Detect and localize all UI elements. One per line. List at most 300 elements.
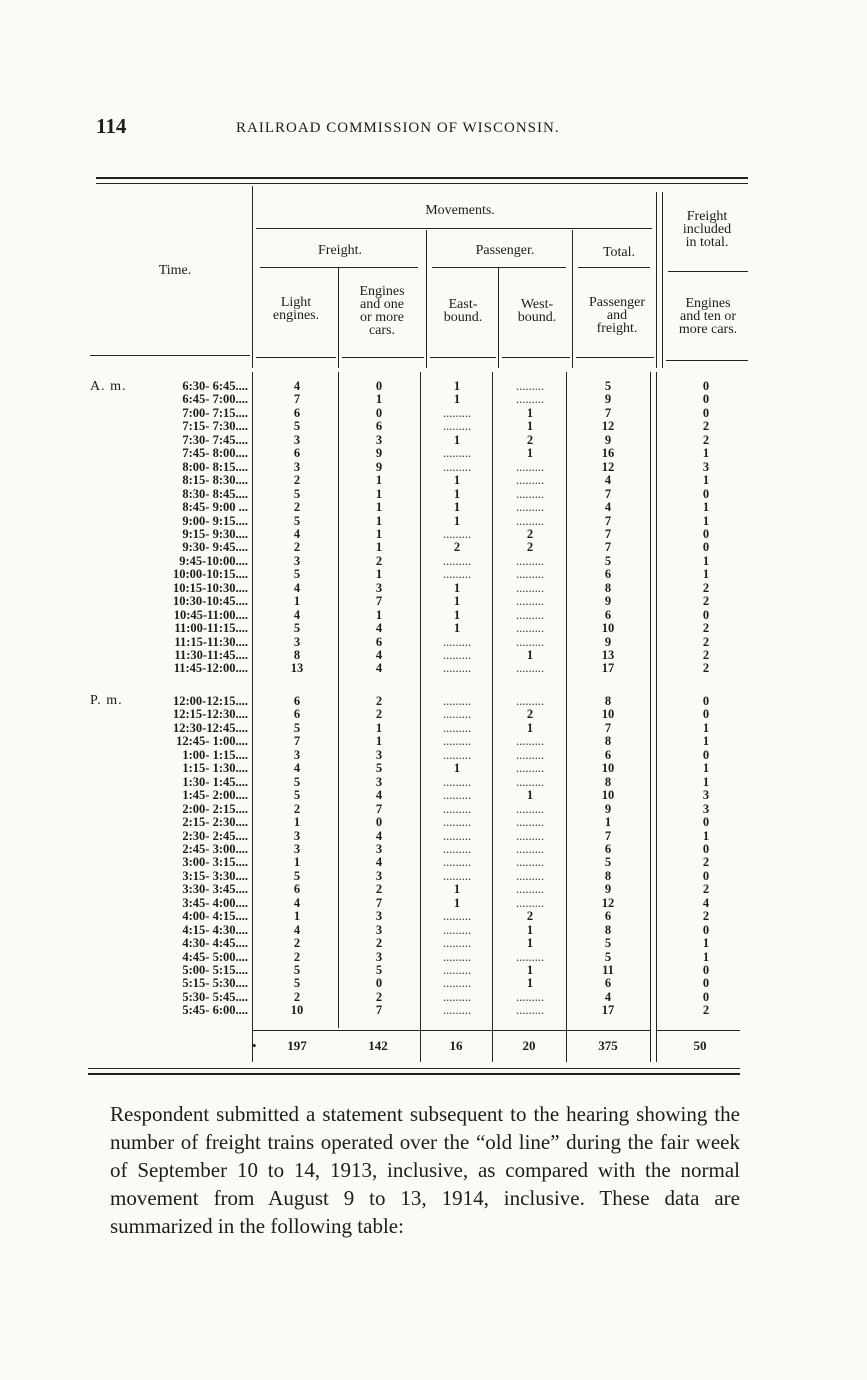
header-line: Freight (686, 209, 728, 224)
passenger-freight-cell: 7 (604, 526, 612, 541)
time-cell: 12:30-12:45.... (173, 720, 248, 735)
engines-cars-cell: 3 (375, 909, 383, 924)
table-row (0, 595, 867, 608)
passenger-freight-cell: 8 (604, 734, 612, 749)
table-row (0, 528, 867, 541)
passenger-freight-cell: 7 (604, 513, 612, 528)
west-bound-cell: 2 (526, 432, 534, 447)
passenger-freight-cell: 7 (604, 486, 612, 501)
table-row (0, 937, 867, 950)
running-head (0, 114, 867, 144)
table-row (0, 735, 867, 748)
west-bound-cell: 1 (526, 963, 534, 977)
engines-ten-cell: 0 (702, 841, 710, 856)
passenger-freight-cell: 10 (601, 621, 615, 636)
light-engines-cell: 6 (293, 694, 301, 708)
header-line: bound. (443, 310, 483, 325)
header-total: Total. (602, 245, 636, 260)
engines-cars-cell: 7 (375, 594, 383, 609)
engines-cars-cell: 0 (375, 976, 383, 991)
engines-ten-cell: 0 (702, 976, 710, 991)
time-cell: 2:15- 2:30.... (182, 815, 248, 830)
table-row (0, 447, 867, 460)
total-west-bound: 20 (522, 1038, 536, 1053)
passenger-freight-cell: 11 (602, 963, 614, 977)
light-engines-cell: 2 (293, 540, 301, 555)
east-bound-cell: ......... (442, 828, 472, 843)
engines-ten-cell: 0 (702, 815, 710, 830)
light-engines-cell: 4 (293, 526, 301, 541)
light-engines-cell: 4 (293, 607, 301, 622)
west-bound-cell: ......... (515, 486, 545, 501)
west-bound-cell: ......... (515, 661, 545, 676)
table-row (0, 870, 867, 883)
time-cell: 3:30- 3:45.... (182, 882, 248, 897)
passenger-freight-cell: 4 (604, 473, 612, 488)
table-row (0, 708, 867, 721)
passenger-freight-cell: 8 (604, 868, 612, 883)
table-row (0, 803, 867, 816)
passenger-freight-cell: 9 (604, 634, 612, 649)
table-row (0, 951, 867, 964)
light-engines-cell: 4 (293, 580, 301, 595)
engines-cars-cell: 4 (375, 828, 383, 843)
engines-ten-cell: 2 (702, 648, 710, 662)
passenger-freight-cell: 6 (604, 909, 612, 924)
east-bound-cell: ......... (442, 694, 472, 708)
col-divider (656, 192, 657, 368)
west-bound-cell: 1 (526, 720, 534, 735)
engines-cars-cell: 1 (375, 567, 383, 582)
passenger-freight-cell: 6 (604, 747, 612, 762)
total-passenger-freight: 375 (598, 1038, 618, 1053)
engines-ten-cell: 1 (702, 567, 710, 582)
east-bound-cell: ......... (442, 855, 472, 870)
time-cell: 12:15-12:30.... (173, 707, 248, 722)
engines-ten-cell: 0 (702, 963, 710, 977)
time-cell: 10:30-10:45.... (173, 594, 248, 609)
light-engines-cell: 1 (293, 855, 301, 870)
table-row (0, 636, 867, 649)
engines-ten-cell: 1 (702, 500, 710, 515)
west-bound-cell: ......... (515, 734, 545, 749)
engines-cars-cell: 1 (375, 720, 383, 735)
engines-ten-cell: 2 (702, 855, 710, 870)
engines-ten-cell: 1 (702, 734, 710, 749)
time-cell: 10:15-10:30.... (173, 580, 248, 595)
total-east-bound: 16 (449, 1038, 463, 1053)
engines-cars-cell: 4 (375, 648, 383, 662)
east-bound-cell: 1 (453, 473, 461, 488)
time-cell: 1:45- 2:00.... (182, 788, 248, 803)
time-cell: 1:30- 1:45.... (182, 774, 248, 789)
time-cell: 6:30- 6:45.... (182, 379, 248, 393)
header-rule (256, 357, 336, 358)
light-engines-cell: 2 (293, 989, 301, 1004)
west-bound-cell: 1 (526, 922, 534, 937)
header-line: more cars. (678, 322, 738, 337)
engines-ten-cell: 2 (702, 594, 710, 609)
west-bound-cell: ......... (515, 379, 545, 393)
engines-cars-cell: 5 (375, 761, 383, 776)
light-engines-cell: 5 (293, 788, 301, 803)
col-divider (572, 230, 573, 368)
west-bound-cell: ......... (515, 513, 545, 528)
table-row (0, 622, 867, 635)
header-freight: Freight. (318, 243, 362, 258)
header-line: Engines (685, 296, 731, 311)
light-engines-cell: 3 (293, 841, 301, 856)
time-cell: 7:45- 8:00.... (182, 446, 248, 461)
time-cell: 7:30- 7:45.... (182, 432, 248, 447)
light-engines-cell: 2 (293, 500, 301, 515)
engines-cars-cell: 2 (375, 936, 383, 951)
engines-ten-cell: 2 (702, 909, 710, 924)
passenger-freight-cell: 12 (601, 459, 615, 474)
west-bound-cell: ......... (515, 774, 545, 789)
engines-cars-cell: 1 (375, 486, 383, 501)
passenger-freight-cell: 6 (604, 567, 612, 582)
engines-ten-cell: 0 (702, 526, 710, 541)
table-row (0, 555, 867, 568)
light-engines-cell: 3 (293, 634, 301, 649)
passenger-freight-cell: 5 (604, 949, 612, 964)
east-bound-cell: ......... (442, 801, 472, 816)
header-line: bound. (517, 310, 557, 325)
passenger-freight-cell: 7 (604, 720, 612, 735)
light-engines-cell: 7 (293, 734, 301, 749)
table-row (0, 991, 867, 1004)
west-bound-cell: ......... (515, 459, 545, 474)
page-number: 114 (96, 114, 127, 138)
engines-cars-cell: 3 (375, 774, 383, 789)
west-bound-cell: 1 (526, 936, 534, 951)
light-engines-cell: 4 (293, 895, 301, 910)
west-bound-cell: 2 (526, 707, 534, 722)
table-row (0, 609, 867, 622)
engines-cars-cell: 1 (375, 513, 383, 528)
header-rule (260, 267, 418, 268)
passenger-freight-cell: 9 (604, 801, 612, 816)
engines-cars-cell: 0 (375, 379, 383, 393)
engines-ten-cell: 1 (702, 473, 710, 488)
engines-ten-cell: 0 (702, 486, 710, 501)
passenger-freight-cell: 4 (604, 989, 612, 1004)
light-engines-cell: 5 (293, 419, 301, 434)
west-bound-cell: ......... (515, 594, 545, 609)
header-line: Engines (359, 284, 405, 299)
time-cell: 10:00-10:15.... (173, 567, 248, 582)
header-line: and one (360, 297, 404, 312)
col-divider (498, 268, 499, 368)
west-bound-cell: ......... (515, 392, 545, 407)
east-bound-cell: 1 (453, 895, 461, 910)
engines-ten-cell: 0 (702, 868, 710, 883)
engines-cars-cell: 5 (375, 963, 383, 977)
light-engines-cell: 5 (293, 486, 301, 501)
table-row (0, 407, 867, 420)
passenger-freight-cell: 4 (604, 500, 612, 515)
east-bound-cell: 1 (453, 392, 461, 407)
passenger-freight-cell: 7 (604, 540, 612, 555)
east-bound-cell: ......... (442, 922, 472, 937)
table-row (0, 924, 867, 937)
totals-row (0, 1038, 867, 1054)
body-paragraph: Respondent submitted a statement subsequent to the hearing showing the number of freight trains operated over the “old line” during the fair week of September 10 to 14, 1913, inclusive, as compared with the normal movement from August 9 to 13, 1914, inclusive. These data are summarized in the following table: (110, 1102, 740, 1238)
header-movements: Movements. (425, 203, 495, 218)
light-engines-cell: 5 (293, 963, 301, 977)
light-engines-cell: 3 (293, 553, 301, 568)
table-row (0, 843, 867, 856)
engines-ten-cell: 0 (702, 540, 710, 555)
east-bound-cell: 1 (453, 761, 461, 776)
am-label: A. m. (90, 379, 127, 394)
west-bound-cell: ......... (515, 989, 545, 1004)
passenger-freight-cell: 7 (604, 828, 612, 843)
engines-ten-cell: 3 (702, 459, 710, 474)
table-bottom-rule (88, 1068, 740, 1069)
engines-ten-cell: 0 (702, 707, 710, 722)
west-bound-cell: 1 (526, 788, 534, 803)
engines-ten-cell: 1 (702, 828, 710, 843)
time-cell: 5:30- 5:45.... (182, 989, 248, 1004)
header-rule (578, 267, 650, 268)
engines-cars-cell: 6 (375, 419, 383, 434)
table-row (0, 662, 867, 675)
table-row (0, 776, 867, 789)
time-cell: 9:00- 9:15.... (182, 513, 248, 528)
engines-ten-cell: 0 (702, 989, 710, 1004)
table-row (0, 897, 867, 910)
west-bound-cell: ......... (515, 553, 545, 568)
engines-cars-cell: 3 (375, 747, 383, 762)
east-bound-cell: 1 (453, 882, 461, 897)
time-cell: 6:45- 7:00.... (182, 392, 248, 407)
east-bound-cell: 1 (453, 500, 461, 515)
time-cell: 4:00- 4:15.... (182, 909, 248, 924)
table-row (0, 910, 867, 923)
passenger-freight-cell: 6 (604, 841, 612, 856)
table-row (0, 964, 867, 977)
engines-ten-cell: 1 (702, 720, 710, 735)
totals-rule (252, 1030, 650, 1031)
engines-ten-cell: 0 (702, 392, 710, 407)
table-row (0, 722, 867, 735)
light-engines-cell: 5 (293, 513, 301, 528)
passenger-freight-cell: 12 (601, 895, 615, 910)
east-bound-cell: ......... (442, 774, 472, 789)
time-cell: 8:30- 8:45.... (182, 486, 248, 501)
light-engines-cell: 10 (290, 1003, 304, 1018)
engines-cars-cell: 1 (375, 392, 383, 407)
light-engines-cell: 4 (293, 761, 301, 776)
east-bound-cell: 2 (453, 540, 461, 555)
east-bound-cell: ......... (442, 526, 472, 541)
engines-cars-cell: 7 (375, 801, 383, 816)
header-line: and (606, 308, 628, 323)
time-cell: 7:15- 7:30.... (182, 419, 248, 434)
west-bound-cell: 2 (526, 526, 534, 541)
pm-label: P. m. (90, 693, 123, 708)
col-divider (252, 186, 253, 368)
west-bound-cell: ......... (515, 828, 545, 843)
table-row (0, 461, 867, 474)
light-engines-cell: 3 (293, 459, 301, 474)
west-bound-cell: ......... (515, 761, 545, 776)
engines-ten-cell: 2 (702, 432, 710, 447)
passenger-freight-cell: 12 (601, 419, 615, 434)
time-cell: 11:45-12:00.... (173, 661, 248, 676)
header-rule (90, 355, 250, 356)
engines-ten-cell: 2 (702, 882, 710, 897)
east-bound-cell: ......... (442, 963, 472, 977)
east-bound-cell: 1 (453, 621, 461, 636)
light-engines-cell: 4 (293, 379, 301, 393)
east-bound-cell: ......... (442, 720, 472, 735)
west-bound-cell: ......... (515, 1003, 545, 1018)
header-line: freight. (596, 321, 638, 336)
header-line: included (682, 222, 732, 237)
east-bound-cell: 1 (453, 594, 461, 609)
time-cell: 2:45- 3:00.... (182, 841, 248, 856)
header-line: Light (280, 295, 312, 310)
table-top-rule-2 (96, 183, 748, 184)
passenger-freight-cell: 8 (604, 922, 612, 937)
header-rule (430, 357, 496, 358)
light-engines-cell: 3 (293, 828, 301, 843)
light-engines-cell: 6 (293, 446, 301, 461)
passenger-freight-cell: 10 (601, 761, 615, 776)
engines-ten-cell: 0 (702, 607, 710, 622)
passenger-freight-cell: 6 (604, 607, 612, 622)
passenger-freight-cell: 5 (604, 855, 612, 870)
total-light-engines: 197 (287, 1038, 307, 1053)
header-line: in total. (685, 235, 729, 250)
east-bound-cell: 1 (453, 513, 461, 528)
header-rule (666, 360, 748, 361)
engines-cars-cell: 1 (375, 526, 383, 541)
passenger-freight-cell: 16 (601, 446, 615, 461)
table-row (0, 883, 867, 896)
west-bound-cell: ......... (515, 895, 545, 910)
west-bound-cell: ......... (515, 607, 545, 622)
light-engines-cell: 1 (293, 909, 301, 924)
west-bound-cell: ......... (515, 841, 545, 856)
table-row (0, 582, 867, 595)
light-engines-cell: 5 (293, 621, 301, 636)
engines-cars-cell: 4 (375, 661, 383, 676)
engines-cars-cell: 2 (375, 707, 383, 722)
engines-ten-cell: 0 (702, 747, 710, 762)
time-cell: 5:45- 6:00.... (182, 1003, 248, 1018)
header-engines-cars (342, 285, 422, 337)
engines-ten-cell: 3 (702, 788, 710, 803)
header-rule (342, 357, 424, 358)
engines-cars-cell: 1 (375, 540, 383, 555)
engines-ten-cell: 1 (702, 774, 710, 789)
light-engines-cell: 5 (293, 567, 301, 582)
engines-ten-cell: 4 (702, 895, 710, 910)
engines-ten-cell: 1 (702, 761, 710, 776)
east-bound-cell: ......... (442, 815, 472, 830)
passenger-freight-cell: 6 (604, 976, 612, 991)
header-rule (576, 357, 654, 358)
table-row (0, 488, 867, 501)
table-row (0, 749, 867, 762)
table-row (0, 380, 867, 393)
totals-rule (656, 1030, 740, 1031)
west-bound-cell: ......... (515, 815, 545, 830)
time-cell: 3:15- 3:30.... (182, 868, 248, 883)
engines-cars-cell: 3 (375, 580, 383, 595)
light-engines-cell: 5 (293, 774, 301, 789)
engines-cars-cell: 3 (375, 841, 383, 856)
time-cell: 9:15- 9:30.... (182, 526, 248, 541)
west-bound-cell: 1 (526, 419, 534, 434)
table-row (0, 856, 867, 869)
header-line: and ten or (680, 309, 736, 324)
engines-ten-cell: 2 (702, 661, 710, 676)
table-row (0, 501, 867, 514)
time-cell: 9:45-10:00.... (179, 553, 248, 568)
table-row (0, 789, 867, 802)
time-cell: 12:00-12:15.... (173, 694, 248, 708)
col-divider (338, 268, 339, 368)
table-row (0, 649, 867, 662)
header-passenger-freight (576, 296, 658, 335)
engines-cars-cell: 9 (375, 446, 383, 461)
light-engines-cell: 5 (293, 720, 301, 735)
table-row (0, 1004, 867, 1017)
east-bound-cell: ......... (442, 989, 472, 1004)
east-bound-cell: ......... (442, 446, 472, 461)
light-engines-cell: 2 (293, 936, 301, 951)
table-row (0, 695, 867, 708)
east-bound-cell: ......... (442, 648, 472, 662)
light-engines-cell: 7 (293, 392, 301, 407)
engines-cars-cell: 2 (375, 989, 383, 1004)
engines-ten-cell: 3 (702, 801, 710, 816)
header-rule (256, 228, 652, 229)
time-cell: 9:30- 9:45.... (182, 540, 248, 555)
table-row (0, 393, 867, 406)
west-bound-cell: 1 (526, 405, 534, 420)
total-engines-cars: 142 (368, 1038, 388, 1053)
bullet-mark: • (252, 1038, 257, 1053)
engines-ten-cell: 0 (702, 694, 710, 708)
passenger-freight-cell: 1 (604, 815, 612, 830)
passenger-freight-cell: 13 (601, 648, 615, 662)
engines-ten-cell: 1 (702, 553, 710, 568)
table-row (0, 977, 867, 990)
east-bound-cell: ......... (442, 949, 472, 964)
time-cell: 3:00- 3:15.... (182, 855, 248, 870)
east-bound-cell: 1 (453, 379, 461, 393)
light-engines-cell: 8 (293, 648, 301, 662)
light-engines-cell: 3 (293, 432, 301, 447)
time-cell: 2:30- 2:45.... (182, 828, 248, 843)
time-cell: 2:00- 2:15.... (182, 801, 248, 816)
header-line: Passenger (589, 295, 645, 310)
east-bound-cell: ......... (442, 459, 472, 474)
time-cell: 5:15- 5:30.... (182, 976, 248, 991)
east-bound-cell: 1 (453, 580, 461, 595)
west-bound-cell: ......... (515, 747, 545, 762)
east-bound-cell: ......... (442, 747, 472, 762)
engines-cars-cell: 2 (375, 694, 383, 708)
passenger-freight-cell: 9 (604, 432, 612, 447)
table-top-rule (96, 177, 748, 179)
